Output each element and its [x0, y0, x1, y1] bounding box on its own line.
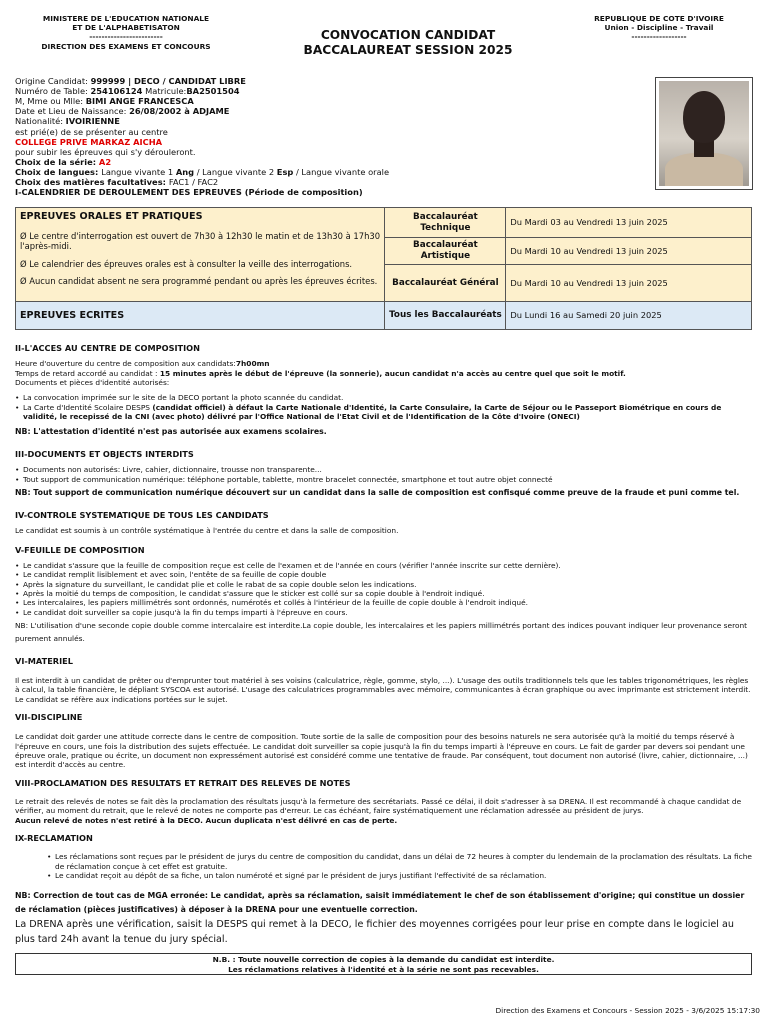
forbidden-nb: NB: Tout support de communication numérique découvert sur un candidat dans la salle de composition est confisqué comme preuve de la fraude et puni comme tel. — [15, 488, 740, 498]
claim-list — [15, 852, 752, 880]
list-item: • La convocation imprimée sur le site de la DECO portant la photo scannée du candidat. — [15, 393, 752, 402]
table-row — [16, 208, 752, 238]
page-footer: Direction des Examens et Concours - Session 2025 - 3/6/2025 15:17:30 — [495, 1006, 760, 1015]
results-text — [15, 797, 752, 825]
drena-text: La DRENA après une vérification, saisit la DESPS qui remet à la DECO, le fichier des moyennes corrigées pour leur prise en compte dans le logiciel au plus tard 24h avant la tenue du jury spécial. — [15, 919, 734, 946]
all-bac: Tous les Baccalauréats — [385, 302, 506, 330]
list-item: • Le candidat doit surveiller sa copie jusqu'à la fin du temps imparti à l'épreuve en cours. — [15, 608, 752, 617]
section-forbidden-title: III-DOCUMENTS ET OBJECTS INTERDITS — [15, 449, 194, 460]
section-sheet-title: V-FEUILLE DE COMPOSITION — [15, 544, 145, 555]
section-material-title: VI-MATERIEL — [15, 655, 73, 666]
ministry-separator: ------------------------ — [89, 32, 163, 42]
origine-label: Origine Candidat: — [15, 76, 91, 86]
lv1-value: Ang — [175, 166, 195, 177]
language-label: Choix de langues: — [15, 166, 102, 177]
list-item — [15, 403, 752, 422]
republic-motto: Union - Discipline - Travail — [604, 23, 714, 33]
section-results-title: VIII-PROCLAMATION DES RESULTATS ET RETRAIT DES RELEVES DE NOTES — [15, 777, 351, 788]
list-item: • Après la moitié du temps de composition, le candidat s'assure que le sticker est collé sur sa copie double à l'endroit indiqué. — [15, 589, 752, 598]
origine-line — [15, 76, 645, 86]
sheet-nb: NB: L'utilisation d'une seconde copie double comme intercalaire est interdite.La copie double, les intercalaires et les papiers millimétrés portant des indices pouvant indiquer leur provenance seront purement annulés. — [15, 620, 748, 643]
lv1-label: Langue vivante 1 — [101, 166, 176, 177]
list-item: • Tout support de communication numérique: téléphone portable, tablette, montre bracelet connectée, smartphone et tout autre objet connecté — [15, 475, 752, 484]
birth-value: 26/08/2002 à ADJAME — [129, 106, 230, 117]
list-item: • Documents non autorisés: Livre, cahier, dictionnaire, trousse non transparente... — [15, 465, 752, 474]
oral-exams-title: EPREUVES ORALES ET PRATIQUES — [20, 211, 203, 222]
results-body: Le retrait des relevés de notes se fait dès la proclamation des résultats jusqu'à la fermeture des secrétariats. Passé ce délai, il doit s'adresser à sa DRENA. Il est recommandé à chaque candidat de vérifier, au moment du retrait, que le relevé de notes ne comporte pas d'erreur. Le cas échéant, faire systématiquement une réclamation adressée au président de jurys. — [15, 797, 742, 816]
language-line — [15, 167, 645, 177]
sheet-list — [15, 561, 752, 617]
list-item: • Les réclamations sont reçues par le président de jurys du centre de composition du candidat, dans un délai de 72 heures à compter du lendemain de la proclamation des résultats. La fiche de réclamation conçue à cet effet est gratuite. — [15, 852, 752, 871]
list-item: • Le candidat remplit lisiblement et avec soin, l'entête de sa feuille de copie double — [15, 570, 752, 579]
list-item: • Les intercalaires, les papiers millimétrés sont ordonnés, numérotés et collés à l'intérieur de la feuille de copie double à l'endroit indiqué. — [15, 598, 752, 607]
republic-separator: ------------------ — [631, 32, 687, 42]
candidate-photo — [655, 77, 753, 190]
lv-orale-label: / Langue vivante orale — [293, 166, 390, 177]
photo-image — [659, 81, 749, 186]
table-value: 254106124 — [90, 86, 143, 97]
origine-value: 999999 | DECO / CANDIDAT LIBRE — [90, 76, 246, 86]
republic-line-1: REPUBLIQUE DE COTE D'IVOIRE — [594, 14, 724, 23]
discipline-text: Le candidat doit garder une attitude correcte dans le centre de composition. Toute sortie de la salle de composition pour des besoins naturels ne sera autorisée qu'à la moitié du temps réservé à l'épreuve en cours, une fois la distribution des sujets effectuée. Le candidat doit surveiller sa copie jusqu'à la fin du temps imparti à l'épreuve en cours. Le fait de garder par devers soi pendant une épreuve orale, pratique ou écrite, un document non expressément autorisé est considéré comme une tentative de fraude. Par conséquent, tout document non autorisé (livre, cahier, dictionnaire, ...) est interdit d'accès au centre. — [15, 732, 748, 770]
bac-artistique-dates: Du Mardi 10 au Vendredi 13 juin 2025 — [506, 238, 752, 265]
id-card-text: La Carte d'Identité Scolaire DESPS — [23, 402, 153, 412]
lv2-value: Esp — [276, 166, 294, 177]
rules-body — [15, 335, 752, 948]
title-line-1: CONVOCATION CANDIDAT — [320, 28, 496, 42]
present-text: est prié(e) de se présenter au centre — [15, 126, 168, 137]
republic-header — [560, 14, 758, 42]
table-row — [16, 302, 752, 330]
forbidden-list — [15, 465, 752, 484]
table-label: Numéro de Table: — [15, 86, 91, 97]
section-claim-title: IX-RECLAMATION — [15, 833, 93, 844]
facultative-value: FAC1 / FAC2 — [168, 177, 219, 188]
ministry-line-1: MINISTERE DE L'EDUCATION NATIONALE — [42, 14, 210, 23]
matricule-value: BA2501504 — [186, 86, 240, 97]
list-item: • Le candidat s'assure que la feuille de composition reçue est celle de l'examen et de l'année en cours (vérifier l'année inscrite sur cette dernière). — [15, 561, 752, 570]
note-line-1: N.B. : Toute nouvelle correction de copies à la demande du candidat est interdite. — [212, 955, 555, 964]
list-item: • Après la signature du surveillant, le candidat plie et colle le rabat de sa copie double selon les indications. — [15, 580, 752, 589]
nationality-line — [15, 116, 645, 126]
oral-line-2: Ø Le calendrier des épreuves orales est à consulter la veille des interrogations. — [20, 258, 353, 269]
name-value: BIMI ANGE FRANCESCA — [85, 96, 194, 107]
center-name: COLLEGE PRIVE MARKAZ AICHA — [15, 136, 163, 147]
direction-line: DIRECTION DES EXAMENS ET CONCOURS — [41, 41, 211, 51]
photo-shoulders — [665, 153, 743, 186]
written-exams-dates: Du Lundi 16 au Samedi 20 juin 2025 — [506, 302, 752, 330]
allowed-documents-list — [15, 393, 752, 421]
serie-line — [15, 157, 645, 167]
facultative-line — [15, 177, 645, 187]
calendar-title: I-CALENDRIER DE DEROULEMENT DES EPREUVES (Période de composition) — [15, 187, 363, 198]
title-line-2: BACCALAUREAT SESSION 2025 — [303, 42, 513, 57]
name-label: M, Mme ou Mlle: — [15, 96, 86, 107]
birth-line — [15, 106, 645, 116]
bac-general-dates: Du Mardi 10 au Vendredi 13 juin 2025 — [506, 265, 752, 302]
facultative-label: Choix des matières facultatives: — [15, 177, 169, 188]
oral-line-1: Ø Le centre d'interrogation est ouvert de 7h30 à 12h30 le matin et de 13h30 à 17h30 l'après-midi. — [20, 230, 381, 252]
serie-label: Choix de la série: — [15, 156, 99, 167]
delay-value: 15 minutes après le début de l'épreuve (la sonnerie), aucun candidat n'a accès au centre quel que soit le motif. — [159, 368, 626, 378]
birth-label: Date et Lieu de Naissance: — [15, 106, 130, 117]
table-line — [15, 86, 645, 96]
control-text: Le candidat est soumis à un contrôle systématique à l'entrée du centre et dans la salle de composition. — [15, 526, 399, 536]
note-line-2: Les réclamations relatives à l'identité et à la série ne sont pas recevables. — [228, 964, 539, 974]
oral-exams-cell — [16, 208, 385, 302]
bac-technique-dates: Du Mardi 03 au Vendredi 13 juin 2025 — [506, 208, 752, 238]
subir-text: pour subir les épreuves qui s'y dérouleront. — [15, 146, 196, 157]
claim-nb: NB: Correction de tout cas de MGA erronée: Le candidat, après sa réclamation, saisit immédiatement le chef de son établissement d'origine; qui constitue un dossier de réclamation (pièces justificatives) à déposer à la DRENA pour une eventuelle correction. — [15, 891, 745, 915]
id-card-bold-text: (candidat officiel) à défaut la Carte Nationale d'Identité, la Carte Consulaire, la Carte de Séjour ou le Passeport Biométrique en cours de validité, le recepissé de la CNI (avec photo) délivré par l'Office National de l'Etat Civil et de l'Identification de la Côte d'Ivoire (ONECI) — [23, 402, 722, 421]
bac-general: Baccalauréat Général — [385, 265, 506, 302]
section-control-title: IV-CONTROLE SYSTEMATIQUE DE TOUS LES CANDIDATS — [15, 509, 269, 520]
opening-hour-line — [15, 359, 752, 368]
delay-line — [15, 369, 752, 378]
matricule-label: Matricule: — [142, 86, 187, 97]
candidate-info — [15, 76, 645, 197]
opening-hour-value: 7h00mn — [235, 359, 270, 369]
documents-label: Documents et pièces d'identité autorisés: — [15, 377, 170, 387]
results-bold: Aucun relevé de notes n'est retiré à la DECO. Aucun duplicata n'est délivré en cas de perte. — [15, 815, 398, 825]
photo-head — [683, 91, 725, 143]
serie-value: A2 — [98, 156, 112, 167]
exam-calendar-table — [15, 207, 752, 330]
list-item: • Le candidat reçoit au dépôt de sa fiche, un talon numéroté et signé par le président de jurys justifiant l'effectivité de sa réclamation. — [15, 871, 752, 880]
ministry-line-2: ET DE L'ALPHABETISATON — [72, 23, 180, 33]
access-nb: NB: L'attestation d'identité n'est pas autorisée aux examens scolaires. — [15, 427, 327, 437]
oral-line-3: Ø Aucun candidat absent ne sera programmé pendant ou après les épreuves écrites. — [20, 276, 378, 287]
section-discipline-title: VII-DISCIPLINE — [15, 712, 83, 723]
bac-technique: Baccalauréat Technique — [385, 208, 506, 238]
section-access-title: II-L'ACCES AU CENTRE DE COMPOSITION — [15, 343, 200, 353]
ministry-header — [14, 14, 238, 51]
lv2-label: / Langue vivante 2 — [194, 166, 277, 177]
document-title — [248, 28, 568, 57]
name-line — [15, 96, 645, 106]
material-text: Il est interdit à un candidat de prêter ou d'emprunter tout matériel à ses voisins (calculatrice, règle, gomme, stylo, ...). L'usage des outils traditionnels tels que les tables trigonométriques, les règles à calcul, la table financière, le dépliant SYSCOA est autorisé. L'usage des calculatrices programmables avec mémoire, communicantes à écran graphique ou avec imprimante est strictement interdit. Le candidat se réfère aux indications portées sur le sujet. — [15, 676, 751, 704]
written-exams-title: EPREUVES ECRITES — [16, 302, 385, 330]
nationality-label: Nationalité: — [15, 116, 66, 127]
opening-hour-label: Heure d'ouverture du centre de composition aux candidats: — [15, 359, 236, 369]
note-box — [15, 953, 752, 975]
nationality-value: IVOIRIENNE — [65, 116, 120, 127]
bac-artistique: Baccalauréat Artistique — [385, 238, 506, 265]
delay-label: Temps de retard accordé au candidat : — [15, 368, 160, 378]
